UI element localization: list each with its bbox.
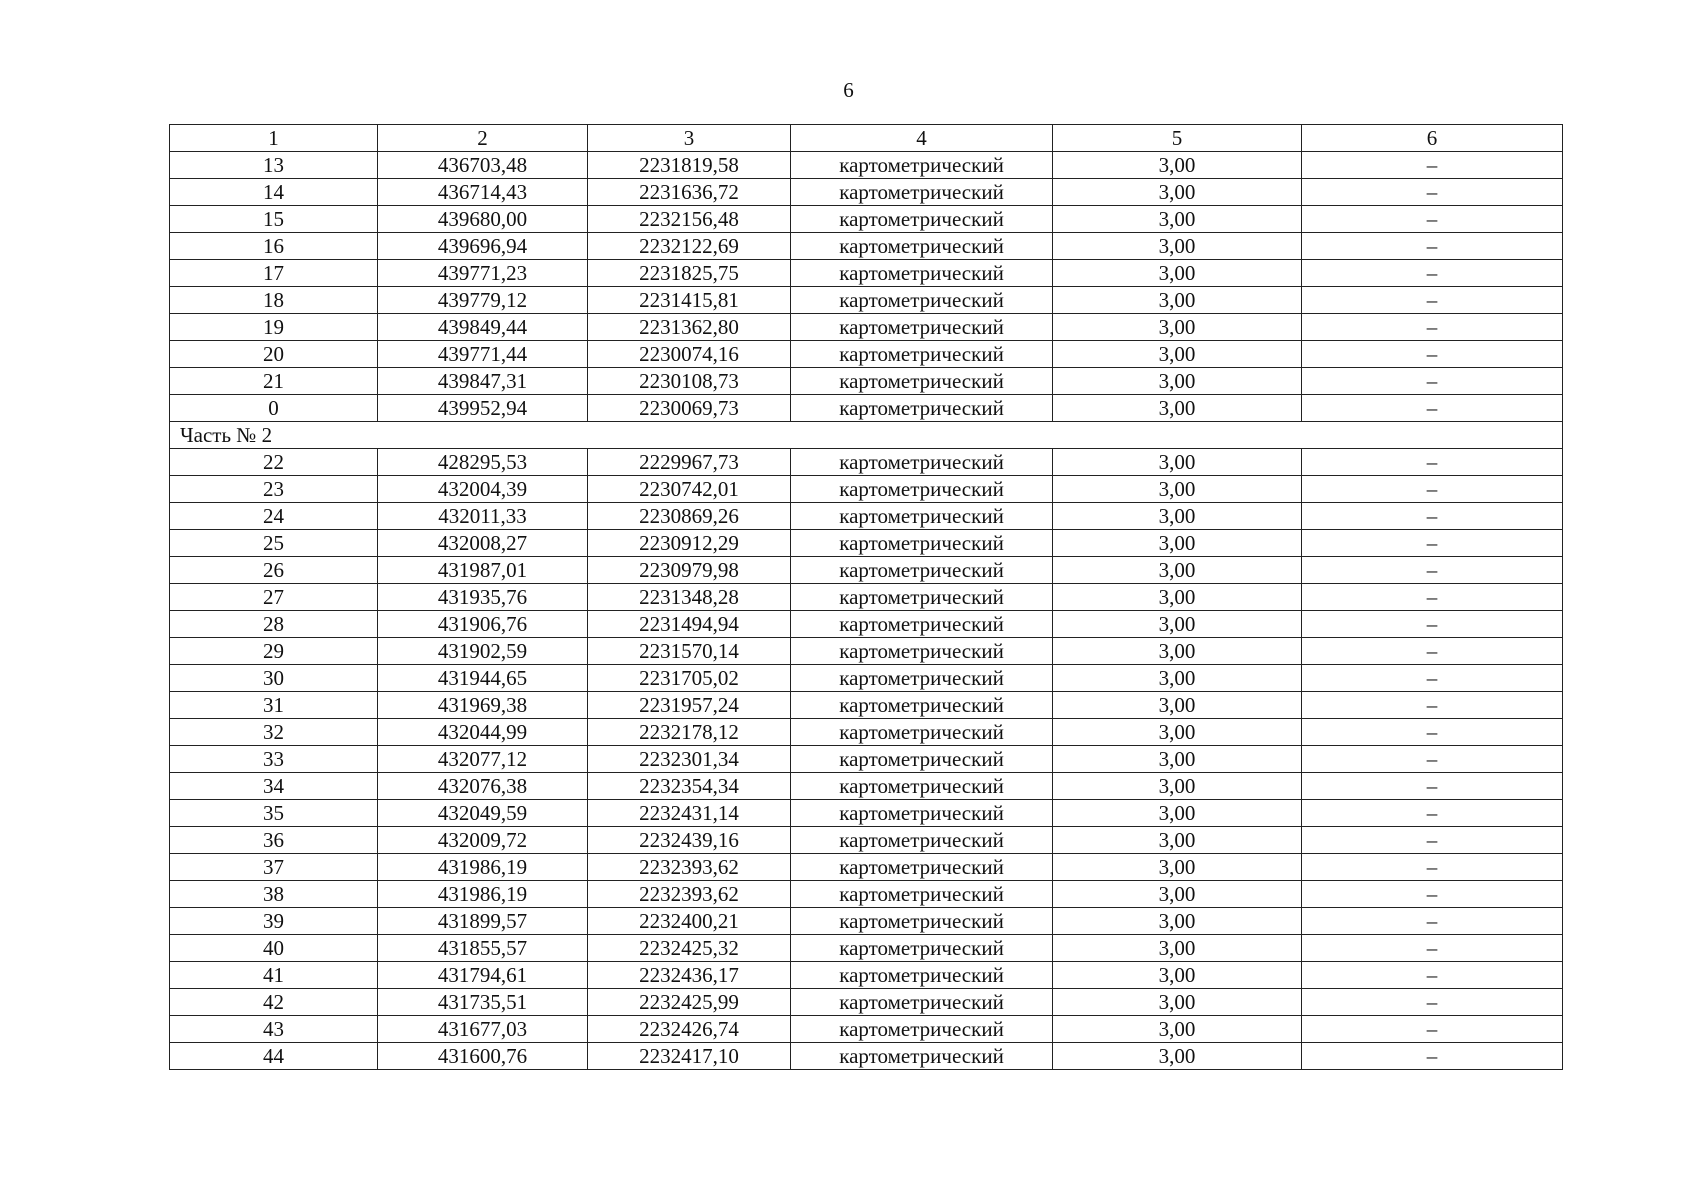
table-row [170,692,1563,719]
table-row [170,665,1563,692]
section-row [170,422,1563,449]
table-cell: – [1302,260,1563,287]
table-cell: 3,00 [1053,881,1302,908]
column-header: 4 [791,125,1053,152]
table-cell: 3,00 [1053,989,1302,1016]
table-cell: 29 [170,638,378,665]
table-cell: 2230912,29 [588,530,791,557]
table-cell: 431986,19 [378,881,588,908]
table-cell: 432049,59 [378,800,588,827]
table-cell: 24 [170,503,378,530]
table-cell: 2232425,32 [588,935,791,962]
table-cell: 3,00 [1053,746,1302,773]
table-cell: – [1302,746,1563,773]
table-cell: – [1302,611,1563,638]
table-cell: 3,00 [1053,908,1302,935]
table-cell: 432076,38 [378,773,588,800]
table-cell: 2230742,01 [588,476,791,503]
table-row [170,611,1563,638]
table-cell: картометрический [791,1043,1053,1070]
table-cell: 3,00 [1053,395,1302,422]
table-cell: 15 [170,206,378,233]
table-cell: – [1302,233,1563,260]
table-cell: 439771,44 [378,341,588,368]
table-cell: 2232301,34 [588,746,791,773]
table-cell: картометрический [791,449,1053,476]
table-cell: 2231494,94 [588,611,791,638]
table-row [170,557,1563,584]
table-cell: 30 [170,665,378,692]
table-cell: 436703,48 [378,152,588,179]
table-cell: 3,00 [1053,638,1302,665]
table-cell: 3,00 [1053,665,1302,692]
table-cell: 3,00 [1053,827,1302,854]
table-row [170,746,1563,773]
table-cell: 25 [170,530,378,557]
table-cell: 2230074,16 [588,341,791,368]
table-cell: картометрический [791,611,1053,638]
table-cell: 3,00 [1053,1043,1302,1070]
table-cell: картометрический [791,773,1053,800]
table-cell: 3,00 [1053,854,1302,881]
table-cell: 3,00 [1053,476,1302,503]
table-cell: 3,00 [1053,692,1302,719]
table-cell: – [1302,935,1563,962]
table-row [170,773,1563,800]
table-cell: 2232425,99 [588,989,791,1016]
table-row [170,584,1563,611]
table-cell: 36 [170,827,378,854]
table-cell: 3,00 [1053,1016,1302,1043]
page-number: 6 [843,78,854,102]
table-row [170,503,1563,530]
table-row [170,476,1563,503]
table-cell: 2231957,24 [588,692,791,719]
table-cell: картометрический [791,476,1053,503]
table-row [170,368,1563,395]
table-cell: 431969,38 [378,692,588,719]
table-cell: – [1302,503,1563,530]
table-cell: картометрический [791,638,1053,665]
table-cell: 431935,76 [378,584,588,611]
table-cell: 2231705,02 [588,665,791,692]
table-cell: 2232178,12 [588,719,791,746]
table-cell: 2231415,81 [588,287,791,314]
table-cell: картометрический [791,206,1053,233]
table-cell: картометрический [791,962,1053,989]
coordinates-table [169,124,1563,1070]
table-cell: 19 [170,314,378,341]
table-cell: 16 [170,233,378,260]
column-header: 5 [1053,125,1302,152]
table-cell: 3,00 [1053,449,1302,476]
table-cell: картометрический [791,530,1053,557]
table-cell: 3,00 [1053,773,1302,800]
table-cell: 431902,59 [378,638,588,665]
table-cell: 2232122,69 [588,233,791,260]
table-row [170,530,1563,557]
table-cell: – [1302,530,1563,557]
table-cell: картометрический [791,287,1053,314]
table-cell: 18 [170,287,378,314]
table-cell: 44 [170,1043,378,1070]
table-cell: 0 [170,395,378,422]
table-cell: картометрический [791,179,1053,206]
table-row [170,1016,1563,1043]
table-cell: – [1302,665,1563,692]
table-cell: 3,00 [1053,287,1302,314]
table-cell: 42 [170,989,378,1016]
table-cell: 431735,51 [378,989,588,1016]
table-cell: картометрический [791,314,1053,341]
table-cell: 2230069,73 [588,395,791,422]
table-cell: 432008,27 [378,530,588,557]
table-cell: 2231570,14 [588,638,791,665]
table-cell: 20 [170,341,378,368]
table-cell: 439696,94 [378,233,588,260]
table-cell: 431987,01 [378,557,588,584]
table-cell: 2232439,16 [588,827,791,854]
table-cell: 26 [170,557,378,584]
table-row [170,233,1563,260]
table-row [170,800,1563,827]
column-header: 2 [378,125,588,152]
table-cell: 3,00 [1053,503,1302,530]
table-cell: – [1302,962,1563,989]
table-cell: – [1302,827,1563,854]
table-cell: 432004,39 [378,476,588,503]
table-cell: 431899,57 [378,908,588,935]
table-cell: 439952,94 [378,395,588,422]
table-cell: 439680,00 [378,206,588,233]
table-cell: 28 [170,611,378,638]
table-cell: – [1302,449,1563,476]
table-cell: картометрический [791,827,1053,854]
table-cell: 2232436,17 [588,962,791,989]
table-cell: 439771,23 [378,260,588,287]
table-cell: 432044,99 [378,719,588,746]
table-cell: картометрический [791,854,1053,881]
table-cell: – [1302,314,1563,341]
table-cell: картометрический [791,719,1053,746]
table-cell: 2232426,74 [588,1016,791,1043]
table-cell: 13 [170,152,378,179]
table-cell: картометрический [791,503,1053,530]
table-cell: картометрический [791,908,1053,935]
table-cell: картометрический [791,395,1053,422]
column-header: 6 [1302,125,1563,152]
table-cell: 41 [170,962,378,989]
table-row [170,287,1563,314]
table-cell: 431677,03 [378,1016,588,1043]
table-cell: – [1302,800,1563,827]
table-cell: 431944,65 [378,665,588,692]
table-cell: картометрический [791,989,1053,1016]
table-row [170,206,1563,233]
table-cell: 3,00 [1053,557,1302,584]
table-cell: 3,00 [1053,962,1302,989]
table-cell: – [1302,854,1563,881]
table-row [170,989,1563,1016]
table-cell: – [1302,341,1563,368]
table-cell: 3,00 [1053,206,1302,233]
table-cell: 38 [170,881,378,908]
table-row [170,179,1563,206]
table-row [170,395,1563,422]
table-cell: 428295,53 [378,449,588,476]
table-cell: 2232393,62 [588,881,791,908]
table-cell: 2232393,62 [588,854,791,881]
table-cell: 3,00 [1053,368,1302,395]
table-cell: картометрический [791,584,1053,611]
table-cell: 40 [170,935,378,962]
column-header: 3 [588,125,791,152]
table-row [170,638,1563,665]
table-row [170,341,1563,368]
table-cell: 23 [170,476,378,503]
table-cell: 2230108,73 [588,368,791,395]
table-row [170,854,1563,881]
table-cell: 3,00 [1053,719,1302,746]
table-cell: – [1302,638,1563,665]
table-cell: 2229967,73 [588,449,791,476]
table-cell: 3,00 [1053,935,1302,962]
table-cell: 2232417,10 [588,1043,791,1070]
table-cell: 21 [170,368,378,395]
table-cell: 3,00 [1053,179,1302,206]
table-cell: 2231348,28 [588,584,791,611]
table-cell: 3,00 [1053,260,1302,287]
table-cell: 32 [170,719,378,746]
table-cell: 3,00 [1053,800,1302,827]
table-cell: 432077,12 [378,746,588,773]
table-cell: – [1302,557,1563,584]
table-cell: картометрический [791,800,1053,827]
table-cell: – [1302,368,1563,395]
table-cell: – [1302,287,1563,314]
table-cell: – [1302,773,1563,800]
table-cell: – [1302,584,1563,611]
table-cell: 14 [170,179,378,206]
table-cell: 31 [170,692,378,719]
table-cell: – [1302,152,1563,179]
table-cell: 43 [170,1016,378,1043]
table-cell: 35 [170,800,378,827]
table-cell: 431600,76 [378,1043,588,1070]
table-cell: 2232400,21 [588,908,791,935]
table-cell: 3,00 [1053,314,1302,341]
table-cell: 3,00 [1053,611,1302,638]
table-cell: 2232156,48 [588,206,791,233]
table-cell: 431794,61 [378,962,588,989]
column-header: 1 [170,125,378,152]
table-cell: 37 [170,854,378,881]
table-cell: 39 [170,908,378,935]
table-cell: – [1302,179,1563,206]
table-cell: 432009,72 [378,827,588,854]
table-cell: – [1302,881,1563,908]
table-cell: картометрический [791,881,1053,908]
table-row [170,908,1563,935]
table-cell: 439849,44 [378,314,588,341]
table-cell: – [1302,476,1563,503]
table-cell: картометрический [791,692,1053,719]
table-cell: картометрический [791,368,1053,395]
table-cell: – [1302,206,1563,233]
table-cell: 436714,43 [378,179,588,206]
table-cell: картометрический [791,260,1053,287]
table-row [170,881,1563,908]
table-cell: картометрический [791,746,1053,773]
table-cell: – [1302,989,1563,1016]
table-cell: картометрический [791,665,1053,692]
table-cell: 3,00 [1053,152,1302,179]
table-cell: 439779,12 [378,287,588,314]
table-cell: 431855,57 [378,935,588,962]
table-cell: 2230979,98 [588,557,791,584]
table-cell: – [1302,1016,1563,1043]
table-cell: 17 [170,260,378,287]
table-cell: 431986,19 [378,854,588,881]
section-label: Часть № 2 [170,422,1563,449]
table-row [170,314,1563,341]
table-cell: – [1302,395,1563,422]
table-cell: 3,00 [1053,584,1302,611]
table-cell: картометрический [791,935,1053,962]
table-row [170,962,1563,989]
table-row [170,827,1563,854]
table-cell: – [1302,692,1563,719]
table-cell: 2232354,34 [588,773,791,800]
table-cell: 22 [170,449,378,476]
table-cell: 2231825,75 [588,260,791,287]
table-cell: 34 [170,773,378,800]
table-cell: 439847,31 [378,368,588,395]
table-cell: картометрический [791,341,1053,368]
table-cell: картометрический [791,152,1053,179]
table-cell: картометрический [791,1016,1053,1043]
table-row [170,152,1563,179]
table-header-row [170,125,1563,152]
table-cell: 2231636,72 [588,179,791,206]
table-cell: 27 [170,584,378,611]
table-row [170,260,1563,287]
table-cell: 3,00 [1053,530,1302,557]
table-cell: 3,00 [1053,233,1302,260]
table-cell: 2231819,58 [588,152,791,179]
table-cell: картометрический [791,233,1053,260]
table-cell: 2232431,14 [588,800,791,827]
table-cell: 431906,76 [378,611,588,638]
table-cell: 432011,33 [378,503,588,530]
table-cell: 33 [170,746,378,773]
table-cell: 2231362,80 [588,314,791,341]
table-row [170,449,1563,476]
table-cell: 2230869,26 [588,503,791,530]
table-row [170,1043,1563,1070]
table-row [170,719,1563,746]
table-cell: – [1302,719,1563,746]
table-row [170,935,1563,962]
table-cell: – [1302,1043,1563,1070]
table-cell: 3,00 [1053,341,1302,368]
table-cell: – [1302,908,1563,935]
table-body [170,125,1563,1070]
table-cell: картометрический [791,557,1053,584]
